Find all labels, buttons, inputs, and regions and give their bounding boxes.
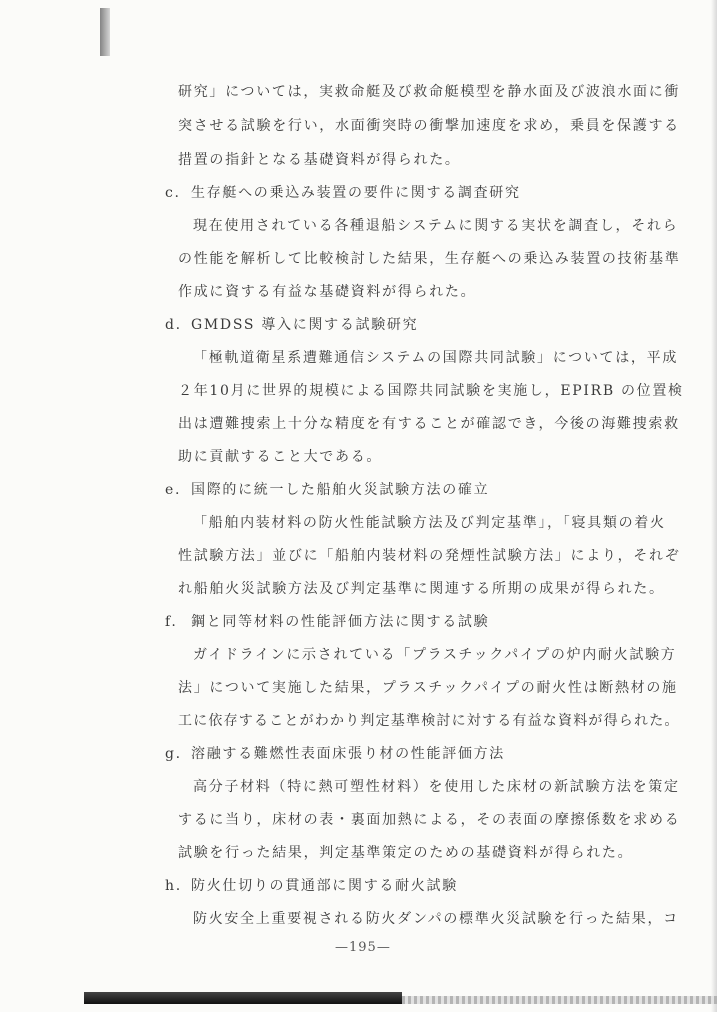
section-label: h. [165, 878, 182, 894]
body-text-line: ２年10月に世界的規模による国際共同試験を実施し，EPIRB の位置検 [178, 383, 684, 399]
body-text-line: れ船舶火災試験方法及び判定基準に関連する所期の成果が得られた。 [178, 581, 665, 597]
body-text-line: 「船舶内装材料の防火性能試験方法及び判定基準」，「寝具類の着火 [193, 515, 666, 531]
body-text-line: 法」について実施した結果，プラスチックパイプの耐火性は断熱材の施 [178, 680, 678, 696]
body-text-line: 工に依存することがわかり判定基準検討に対する有益な資料が得られた。 [178, 713, 680, 729]
section-heading-g [165, 745, 505, 763]
section-title: 防火仕切りの貫通部に関する耐火試験 [191, 878, 458, 894]
body-text-line: 出は遭難捜索上十分な精度を有することが確認でき，今後の海難捜索救 [178, 416, 680, 432]
section-title: 鋼と同等材料の性能評価方法に関する試験 [191, 614, 490, 630]
body-text-line: 高分子材料（特に熱可塑性材料）を使用した床材の新試験方法を策定 [193, 779, 680, 795]
body-text-line: 研究」については，実救命艇及び救命艇模型を静水面及び波浪水面に衝 [178, 84, 681, 100]
body-text-line: 試験を行った結果，判定基準策定のための基礎資料が得られた。 [178, 845, 634, 861]
section-title: 溶融する難燃性表面床張り材の性能評価方法 [191, 746, 505, 762]
section-label: f. [165, 614, 178, 630]
body-text-line: ガイドラインに示されている「プラスチックパイプの炉内耐火試験方 [193, 647, 677, 663]
section-label: c. [165, 185, 181, 201]
scan-edge-mark [100, 8, 110, 56]
section-label: g. [165, 746, 182, 762]
body-text-line: 措置の指針となる基礎資料が得られた。 [178, 152, 461, 168]
section-heading-h [165, 877, 458, 895]
scan-bottom-texture [402, 996, 717, 1004]
section-title: GMDSS 導入に関する試験研究 [191, 317, 419, 333]
body-text-line: の性能を解析して比較検討した結果，生存艇への乗込み装置の技術基準 [178, 251, 681, 267]
section-heading-d [165, 316, 418, 334]
section-heading-e [165, 481, 489, 499]
body-text-line: 突させる試験を行い，水面衝突時の衝撃加速度を求め，乗員を保護する [178, 118, 680, 134]
body-text-line: 「極軌道衛星系遭難通信システムの国際共同試験」については，平成 [193, 350, 679, 366]
page-number: —195— [335, 940, 391, 955]
scan-edge-shadow [711, 0, 717, 1012]
body-text-line: 現在使用されている各種退船システムに関する実状を調査し，それら [193, 218, 679, 234]
body-text-line: 防火安全上重要視される防火ダンパの標準火災試験を行った結果，コ [193, 911, 679, 927]
scan-bottom-shadow [84, 992, 402, 1004]
section-heading-c [165, 184, 521, 202]
section-heading-f [165, 613, 489, 631]
section-label: e. [165, 482, 182, 498]
body-text-line: 助に貢献すること大である。 [178, 449, 383, 465]
section-title: 国際的に統一した船舶火災試験方法の確立 [191, 482, 490, 498]
body-text-line: するに当り，床材の表・裏面加熱による，その表面の摩擦係数を求める [178, 812, 681, 828]
section-label: d. [165, 317, 182, 333]
body-text-line: 作成に資する有益な基礎資料が得られた。 [178, 284, 477, 300]
section-title: 生存艇への乗込み装置の要件に関する調査研究 [191, 185, 521, 201]
body-text-line: 性試験方法」並びに「船舶内装材料の発煙性試験方法」により，それぞ [178, 548, 681, 564]
